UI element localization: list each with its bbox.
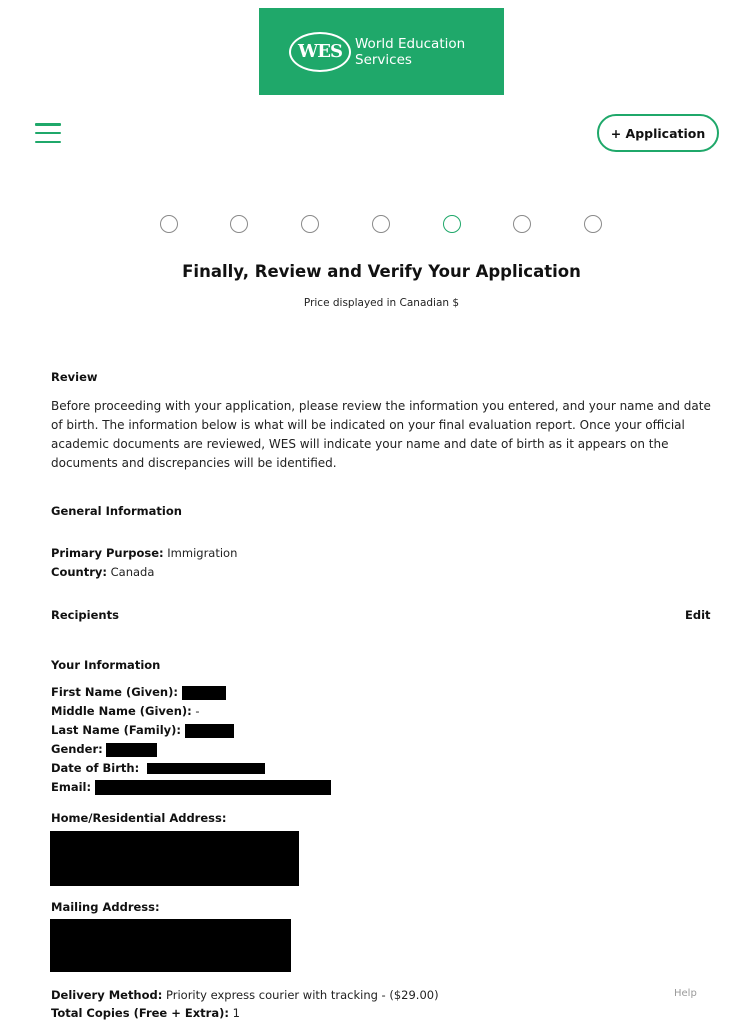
email-label: Email: [51, 780, 92, 794]
step-2[interactable] [230, 215, 248, 233]
middle-name-value: - [195, 704, 200, 718]
step-1[interactable] [160, 215, 178, 233]
first-name-row [51, 685, 226, 700]
redacted-first-name [182, 686, 226, 700]
delivery-method-label: Delivery Method: [51, 988, 163, 1002]
gender-row [51, 742, 157, 757]
menu-bar [35, 141, 61, 144]
step-4[interactable] [372, 215, 390, 233]
middle-name-label: Middle Name (Given): [51, 704, 192, 718]
step-3[interactable] [301, 215, 319, 233]
primary-purpose-row [51, 546, 237, 560]
country-value: Canada [110, 565, 155, 579]
page-title: Finally, Review and Verify Your Application [182, 262, 581, 281]
redacted-home-address [50, 831, 299, 886]
last-name-label: Last Name (Family): [51, 723, 182, 737]
redacted-email [95, 780, 331, 795]
first-name-label: First Name (Given): [51, 685, 178, 699]
primary-purpose-value: Immigration [167, 546, 238, 560]
gender-label: Gender: [51, 742, 103, 756]
total-copies-label: Total Copies (Free + Extra): [51, 1006, 229, 1020]
menu-bar [35, 123, 61, 126]
last-name-row [51, 723, 234, 738]
review-text: Before proceeding with your application, please review the information you entered, and your name and date of birth. The information below is what will be indicated on your final evaluation report. Once your official academic documents are reviewed, WES will indicate your name and date of birth as it appears on the documents and discrepancies will be identified. [51, 399, 711, 470]
wes-logo[interactable] [259, 8, 504, 95]
recipients-heading: Recipients [51, 608, 119, 622]
help-link[interactable]: Help [674, 988, 697, 999]
price-note: Price displayed in Canadian $ [303, 297, 460, 309]
middle-name-row [51, 704, 200, 718]
total-copies-value: 1 [232, 1006, 240, 1020]
your-information-heading: Your Information [51, 658, 161, 672]
redacted-gender [106, 743, 157, 757]
menu-bar [35, 132, 61, 135]
date-of-birth-label: Date of Birth: [51, 761, 140, 775]
general-information-heading: General Information [51, 504, 182, 518]
wes-logo-text [355, 36, 465, 68]
delivery-method-value: Priority express courier with tracking - ($29.00) [166, 988, 439, 1002]
redacted-date-of-birth [147, 763, 265, 774]
mailing-address-label: Mailing Address: [51, 900, 160, 914]
wes-logo-mark: WES [289, 32, 351, 72]
add-application-button[interactable]: + Application [597, 114, 719, 152]
step-7[interactable] [584, 215, 602, 233]
review-heading: Review [51, 370, 98, 384]
home-address-label: Home/Residential Address: [51, 811, 227, 825]
step-6[interactable] [513, 215, 531, 233]
progress-stepper [0, 215, 733, 233]
redacted-mailing-address [50, 919, 291, 972]
edit-recipients-link[interactable]: Edit [685, 608, 711, 622]
primary-purpose-label: Primary Purpose: [51, 546, 164, 560]
email-row [51, 780, 331, 795]
total-copies-row [51, 1006, 240, 1020]
step-5-active[interactable] [443, 215, 461, 233]
country-row [51, 565, 154, 579]
hamburger-menu-icon[interactable] [35, 123, 61, 143]
logo-line-1: World Education [355, 35, 466, 52]
logo-line-2: Services [355, 51, 412, 68]
country-label: Country: [51, 565, 107, 579]
date-of-birth-row [51, 761, 265, 775]
delivery-method-row [51, 988, 439, 1002]
redacted-last-name [185, 724, 234, 738]
